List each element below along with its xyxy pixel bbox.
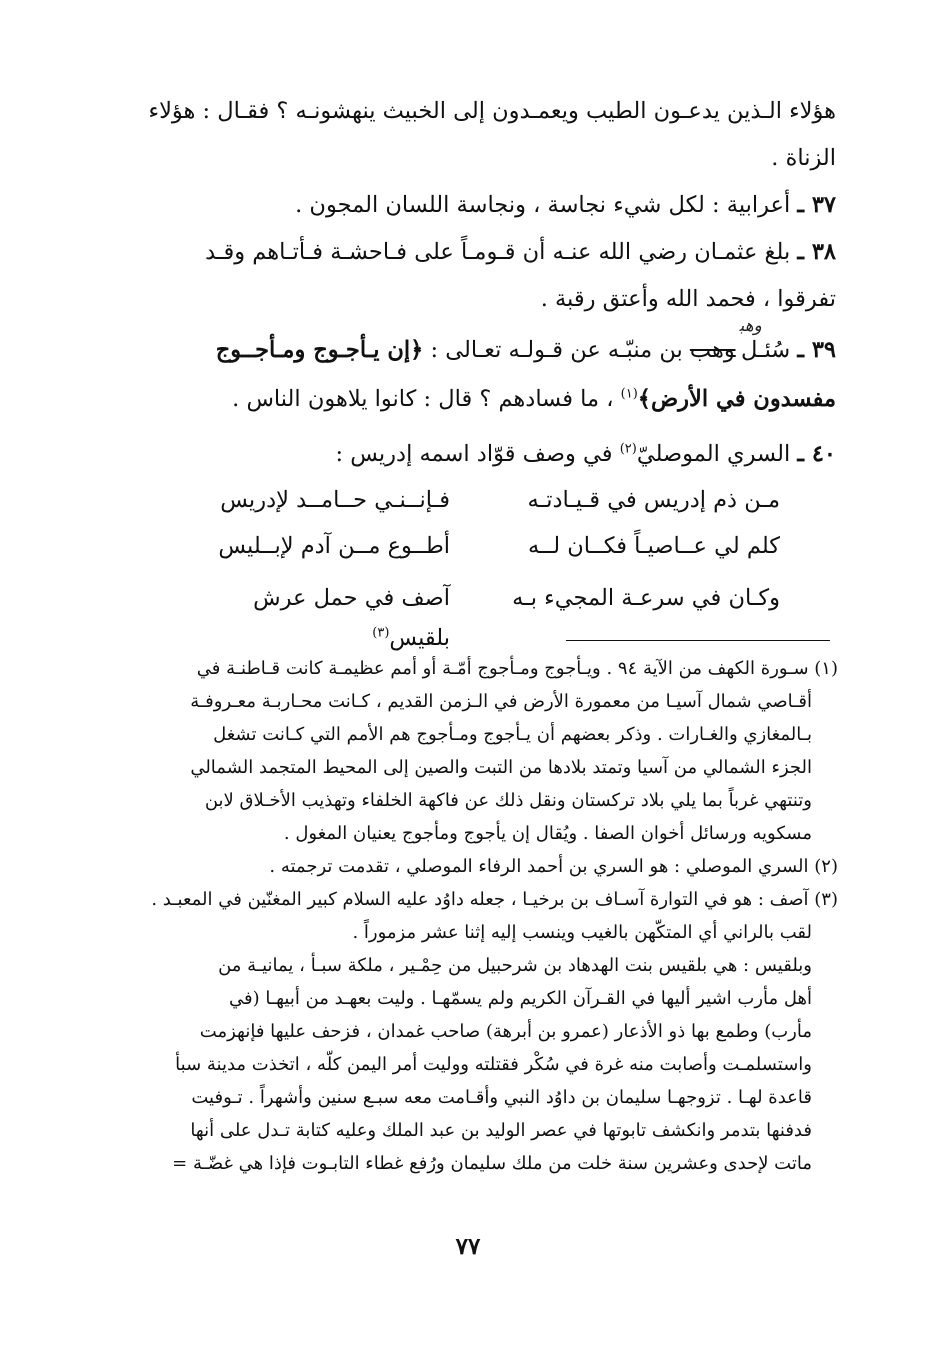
quran-quote: مفسدون في الأرض﴾ [637,386,836,412]
entry-number: ٤٠ ـ [797,441,836,467]
struck-word: وهب [689,337,736,363]
text-line [128,376,836,423]
verse-hemistich-1: كلم لي عــاصيـاً فكــان لــه [527,533,780,559]
footnote-1-line: أقـاصي شمال آسيـا من معمورة الأرض في الـزمن القديم ، كـانت محـاربـة معـروفـة [190,691,812,712]
quran-quote: ﴿إن يـأجـوج ومـأجــوج [215,337,424,363]
entry-37 [128,182,836,229]
entry-number: ٣٩ ـ [797,337,836,363]
verse-line [180,480,780,520]
entry-text: ، ما فسادهم ؟ قال : كانوا يلاهون الناس . [232,386,614,412]
footnote-2: (٢) السري الموصلي : هو السري بن أحمد الرفاء الموصلي ، تقدمت ترجمته . [269,856,838,877]
footnote-3-line: وبلقيس : هي بلقيس بنت الهدهاد بن شرحبيل من حِمْـير ، ملكة سبـأ ، يمانيـة من [218,955,812,976]
footnote-ref: (٢) [619,441,637,457]
entry-text: أعرابية : لكل شيء نجاسة ، ونجاسة اللسان المجون . [295,192,791,218]
entry-39 [128,316,836,376]
footnote-3-line: لقب بالراني أي المتكّهن بالغيب وينسب إليه إثنا عشر مزموراً . [352,922,812,943]
verse-line [180,526,780,566]
entry-text: بلغ عثمـان رضي الله عنـه أن قـومـاً على فـاحشـة فـأتـاهم وقـد [205,239,791,265]
footnote-1-line: الجزء الشمالي من آسيا وتمتد بلادها من التبت والصين إلى المحيط المتجمد الشمالي [190,757,812,778]
footnote-1-line: وتنتهي غرباً بما يلي بلاد تركستان ونقل ذلك عن فاكهة الخلفاء وتهذيب الأخـلاق لابن [204,790,812,811]
verse-hemistich-2: فـإنــنـي حــامــد لإدريس [220,487,450,513]
entry-number: ٣٨ ـ [797,239,836,265]
footnote-1-line: (١) سـورة الكهف من الآية ٩٤ . ويـأجوج ومـأجوج أمّـة أو أمم عظيمـة كانت قـاطنـة في [196,658,838,679]
text-line: الزناة . [771,145,836,171]
verse-line [180,578,780,651]
footnote-1-line: بـالمغازي والغـارات . وذكر بعضهم أن يـأجوج ومـأجوج هم الأمم التي كـانت تشغل [213,724,812,745]
text-line: تفرقوا ، فحمد الله وأعتق رقبة . [540,286,836,312]
text-line: هؤلاء الـذين يدعـون الطيب ويعمـدون إلى الخبيث ينهشونـه ؟ فقـال : هؤلاء [148,98,836,124]
footnote-1-line: مسكويه ورسائل أخوان الصفا . ويُقال إن يأجوج ومأجوج يعنيان المغول . [283,823,812,844]
footnote-3-line: واستسلمـت وأصابت منه غرة في سُكْر فقتلته ووليت أمر اليمن كلّه ، اتخذت مدينة سبأ [175,1054,812,1075]
entry-text: في وصف قوّاد اسمه إدريس : [335,441,613,467]
verse-hemistich-2: أطــوع مــن آدم لإبــليس [218,533,450,559]
verse-hemistich-2 [180,578,450,658]
verse-hemistich-1: وكـان في سرعـة المجيء بـه [512,585,780,611]
footnote-3-line: مأرب) وطمع بها ذو الأذعار (عمرو بن أبرهة) صاحب غمدان ، فزحف عليها فإنهزمت [199,1021,812,1042]
entry-number: ٣٧ ـ [797,192,836,218]
page-number: ٧٧ [455,1233,481,1260]
footnote-3-line: (٣) آصف : هو في التوارة آسـاف بن برخيـا ، جعله داوُد عليه السلام كبير المغنّين في المعبـد . [151,889,838,910]
entry-40 [128,431,836,478]
footnote-3-line: أهل مأرب اشير أليها في القـرآن الكريم ولم يسمّهـا . وليت بعهـد من أبيهـا (في [229,988,812,1009]
entry-text: بن منبّـه عن قـولـه تعـالى : [430,337,683,363]
footnote-3-line: قاعدة لهـا . تزوجهـا سليمان بن داوُد النبي وأقـامت معه سبـع سنين وأشهراً . تـوفيت [191,1087,812,1108]
footnotes [128,652,838,1180]
main-text [128,88,836,478]
entry-text: سُئـل [740,337,791,363]
footnote-separator [566,640,830,641]
footnote-ref: (٣) [372,625,390,641]
verse-hemistich-1: مـن ذم إدريس في قـيـادتـه [527,487,780,513]
entry-text: السري الموصليّ [636,441,791,467]
verse-text: آصف في حمل عرش بلقيس [253,585,450,651]
handwritten-correction: وهب [739,316,762,336]
footnote-3-line: ماتت لإحدى وعشرين سنة خلت من ملك سليمان ورُفع غطاء التابـوت فإذا هي غضّـة = [172,1153,812,1174]
footnote-3-line: فدفنها بتدمر وانكشف تابوتها في عصر الوليد بن عبد الملك وعليه كتابة تـدل على أنها [190,1120,812,1141]
entry-38 [128,229,836,276]
footnote-ref: (١) [620,386,638,402]
